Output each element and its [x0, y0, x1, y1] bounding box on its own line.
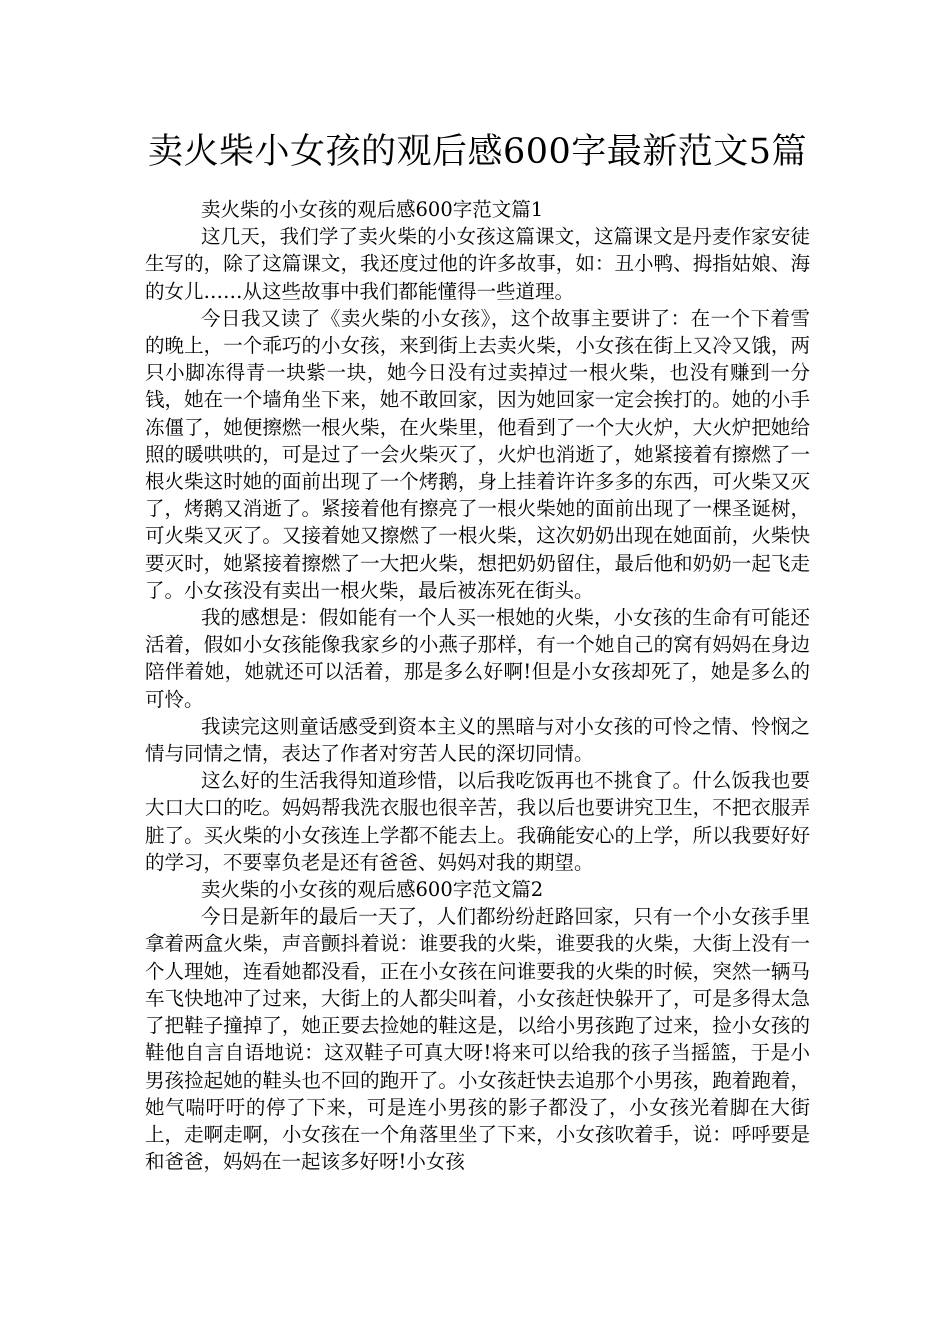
body-paragraph: 这么好的生活我得知道珍惜，以后我吃饭再也不挑食了。什么饭我也要大口大口的吃。妈妈帮我洗衣服也很辛苦，我以后也要讲究卫生，不把衣服弄脏了。买火柴的小女孩连上学都不能去上。我确能安心的上学，所以我要好好的学习，不要辜负老是还有爸爸、妈妈对我的期望。 [145, 769, 810, 874]
body-paragraph: 这几天，我们学了卖火柴的小女孩这篇课文，这篇课文是丹麦作家安徒生写的，除了这篇课文，我还度过他的许多故事，如：丑小鸭、拇指姑娘、海的女儿……从这些故事中我们都能懂得一些道理。 [145, 225, 810, 303]
document-body [145, 196, 810, 1175]
document-page [145, 128, 810, 1175]
section-heading-1: 卖火柴的小女孩的观后感600字范文篇1 [201, 198, 544, 221]
body-paragraph: 今日我又读了《卖火柴的小女孩》，这个故事主要讲了：在一个下着雪的晚上，一个乖巧的小女孩，来到街上去卖火柴，小女孩在街上又冷又饿，两只小脚冻得青一块紫一块，她今日没有过卖掉过一根火柴，也没有赚到一分钱，她在一个墙角坐下来，她不敢回家，因为她回家一定会挨打的。她的小手冻僵了，她便擦燃一根火柴，在火柴里，他看到了一个大火炉，大火炉把她给照的暖哄哄的，可是过了一会火柴灭了，火炉也消逝了，她紧接着有擦燃了一根火柴这时她的面前出现了一个烤鹅，身上挂着许许多多的东西，可火柴又灭了，烤鹅又消逝了。紧接着他有擦亮了一根火柴她的面前出现了一棵圣诞树，可火柴又灭了。又接着她又擦燃了一根火柴，这次奶奶出现在她面前，火柴快要灭时，她紧接着擦燃了一大把火柴，想把奶奶留住，最后他和奶奶一起飞走了。小女孩没有卖出一根火柴，最后被冻死在街头。 [145, 306, 810, 602]
body-paragraph: 今日是新年的最后一天了，人们都纷纷赶路回家，只有一个小女孩手里拿着两盒火柴，声音颤抖着说：谁要我的火柴，谁要我的火柴，大街上没有一个人理她，连看她都没看，正在小女孩在问谁要我的火柴的时候，突然一辆马车飞快地冲了过来，大街上的人都尖叫着，小女孩赶快躲开了，可是多得太急了把鞋子撞掉了，她正要去捡她的鞋这是，以给小男孩跑了过来，捡小女孩的鞋他自言自语地说：这双鞋子可真大呀!将来可以给我的孩子当摇篮，于是小男孩捡起她的鞋头也不回的跑开了。小女孩赶快去追那个小男孩，跑着跑着，她气喘吁吁的停了下来，可是连小男孩的影子都没了，小女孩光着脚在大街上，走啊走啊，小女孩在一个角落里坐了下来，小女孩吹着手，说：呼呼要是和爸爸，妈妈在一起该多好呀!小女孩 [145, 905, 810, 1174]
document-title: 卖火柴小女孩的观后感600字最新范文5篇 [147, 132, 808, 172]
section-heading-2: 卖火柴的小女孩的观后感600字范文篇2 [201, 878, 544, 902]
body-paragraph: 我的感想是：假如能有一个人买一根她的火柴，小女孩的生命有可能还活着，假如小女孩能像我家乡的小燕子那样，有一个她自己的窝有妈妈在身边陪伴着她，她就还可以活着，那是多么好啊!但是小女孩却死了，她是多么的可怜。 [145, 606, 810, 711]
body-paragraph: 我读完这则童话感受到资本主义的黑暗与对小女孩的可怜之情、怜悯之情与同情之情，表达了作者对穷苦人民的深切同情。 [145, 714, 810, 766]
